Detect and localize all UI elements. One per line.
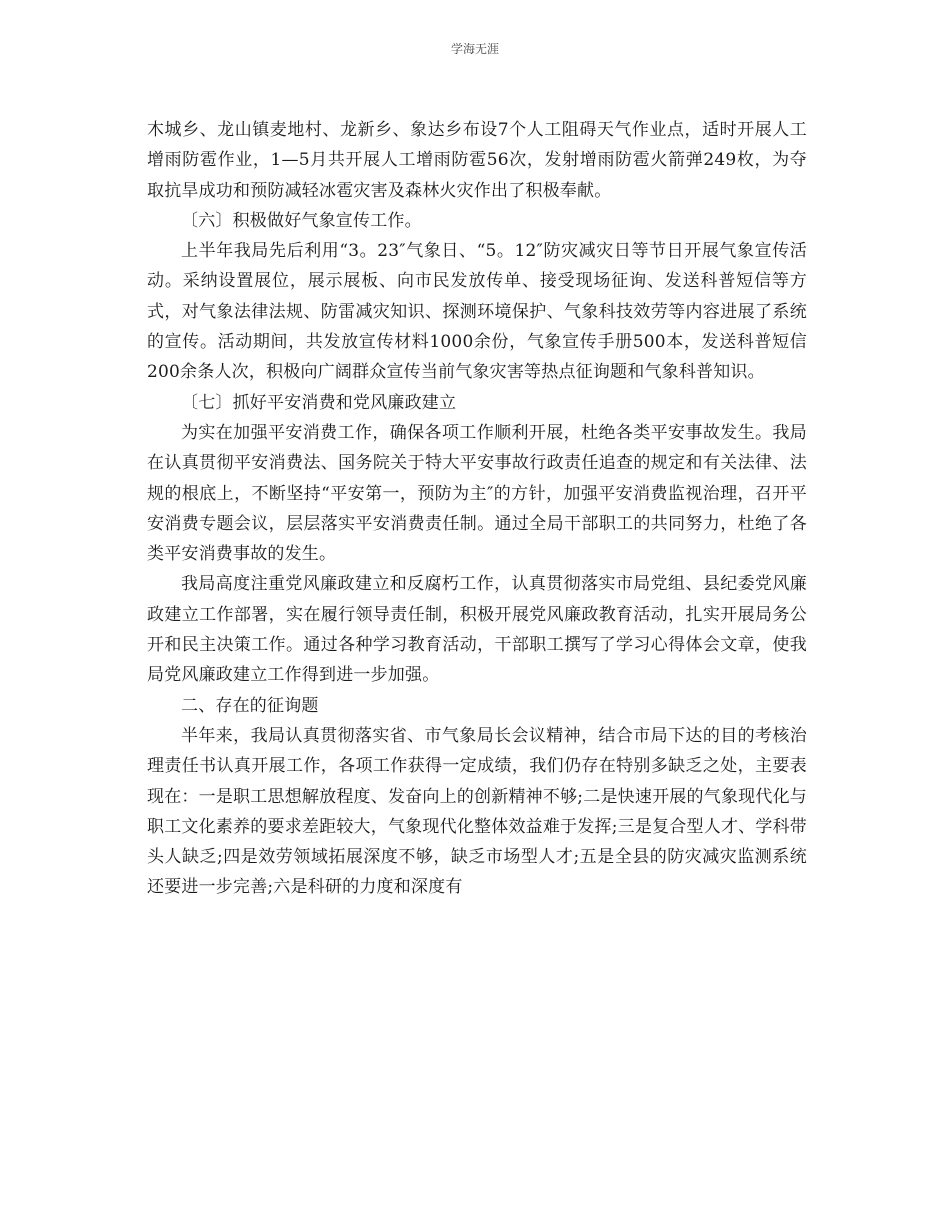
- page-header: 学海无涯: [450, 42, 499, 56]
- section-heading-publicity: 〔六〕积极做好气象宣传工作。: [181, 210, 422, 231]
- paragraph-safety: 为实在加强平安消费工作，确保各项工作顺利开展，杜绝各类平安事故发生。我局在认真贯彻平安消费法、国务院关于特大平安事故行政责任追查的规定和有关法律、法规的根底上，不断坚持“平安第一，预防为主″的方针，加强平安消费监视治理，召开平安消费专题会议，层层落实平安消费责任制。通过全局干部职工的共同努力，杜绝了各类平安消费事故的发生。: [147, 422, 807, 565]
- paragraph-rain-operations: 木城乡、龙山镇麦地村、龙新乡、象达乡布设7个人工阻碍天气作业点，适时开展人工增雨防雹作业，1—5月共开展人工增雨防雹56次，发射增雨防雹火箭弹249枚，为夺取抗旱成功和预防减轻冰雹灾害及森林火灾作出了积极奉献。: [147, 120, 807, 201]
- section-heading-problems: 二、存在的征询题: [181, 695, 319, 716]
- paragraph-problems: 半年来，我局认真贯彻落实省、市气象局长会议精神，结合市局下达的目的考核治理责任书认真开展工作，各项工作获得一定成绩，我们仍存在特别多缺乏之处，主要表现在：一是职工思想解放程度、发奋向上的创新精神不够;二是快速开展的气象现代化与职工文化素养的要求差距较大，气象现代化整体效益难于发挥;三是复合型人才、学科带头人缺乏;四是效劳领域拓展深度不够，缺乏市场型人才;五是全县的防灾减灾监测系统还要进一步完善;六是科研的力度和深度有: [147, 725, 807, 898]
- section-heading-safety: 〔七〕抓好平安消费和党风廉政建立: [181, 392, 457, 413]
- paragraph-integrity: 我局高度注重党风廉政建立和反腐朽工作，认真贯彻落实市局党组、县纪委党风廉政建立工作部署，实在履行领导责任制，积极开展党风廉政教育活动，扎实开展局务公开和民主决策工作。通过各种学习教育活动，干部职工撰写了学习心得体会文章，使我局党风廉政建立工作得到进一步加强。: [147, 574, 807, 686]
- paragraph-publicity: 上半年我局先后利用“3。23″气象日、“5。12″防灾减灾日等节日开展气象宣传活动。采纳设置展位，展示展板、向市民发放传单、接受现场征询、发送科普短信等方式，对气象法律法规、防雷减灾知识、探测环境保护、气象科技效劳等内容进展了系统的宣传。活动期间，共发放宣传材料1000余份，气象宣传手册500本，发送科普短信200余条人次，积极向广阔群众宣传当前气象灾害等热点征询题和气象科普知识。: [147, 241, 807, 383]
- document-body: [147, 115, 807, 903]
